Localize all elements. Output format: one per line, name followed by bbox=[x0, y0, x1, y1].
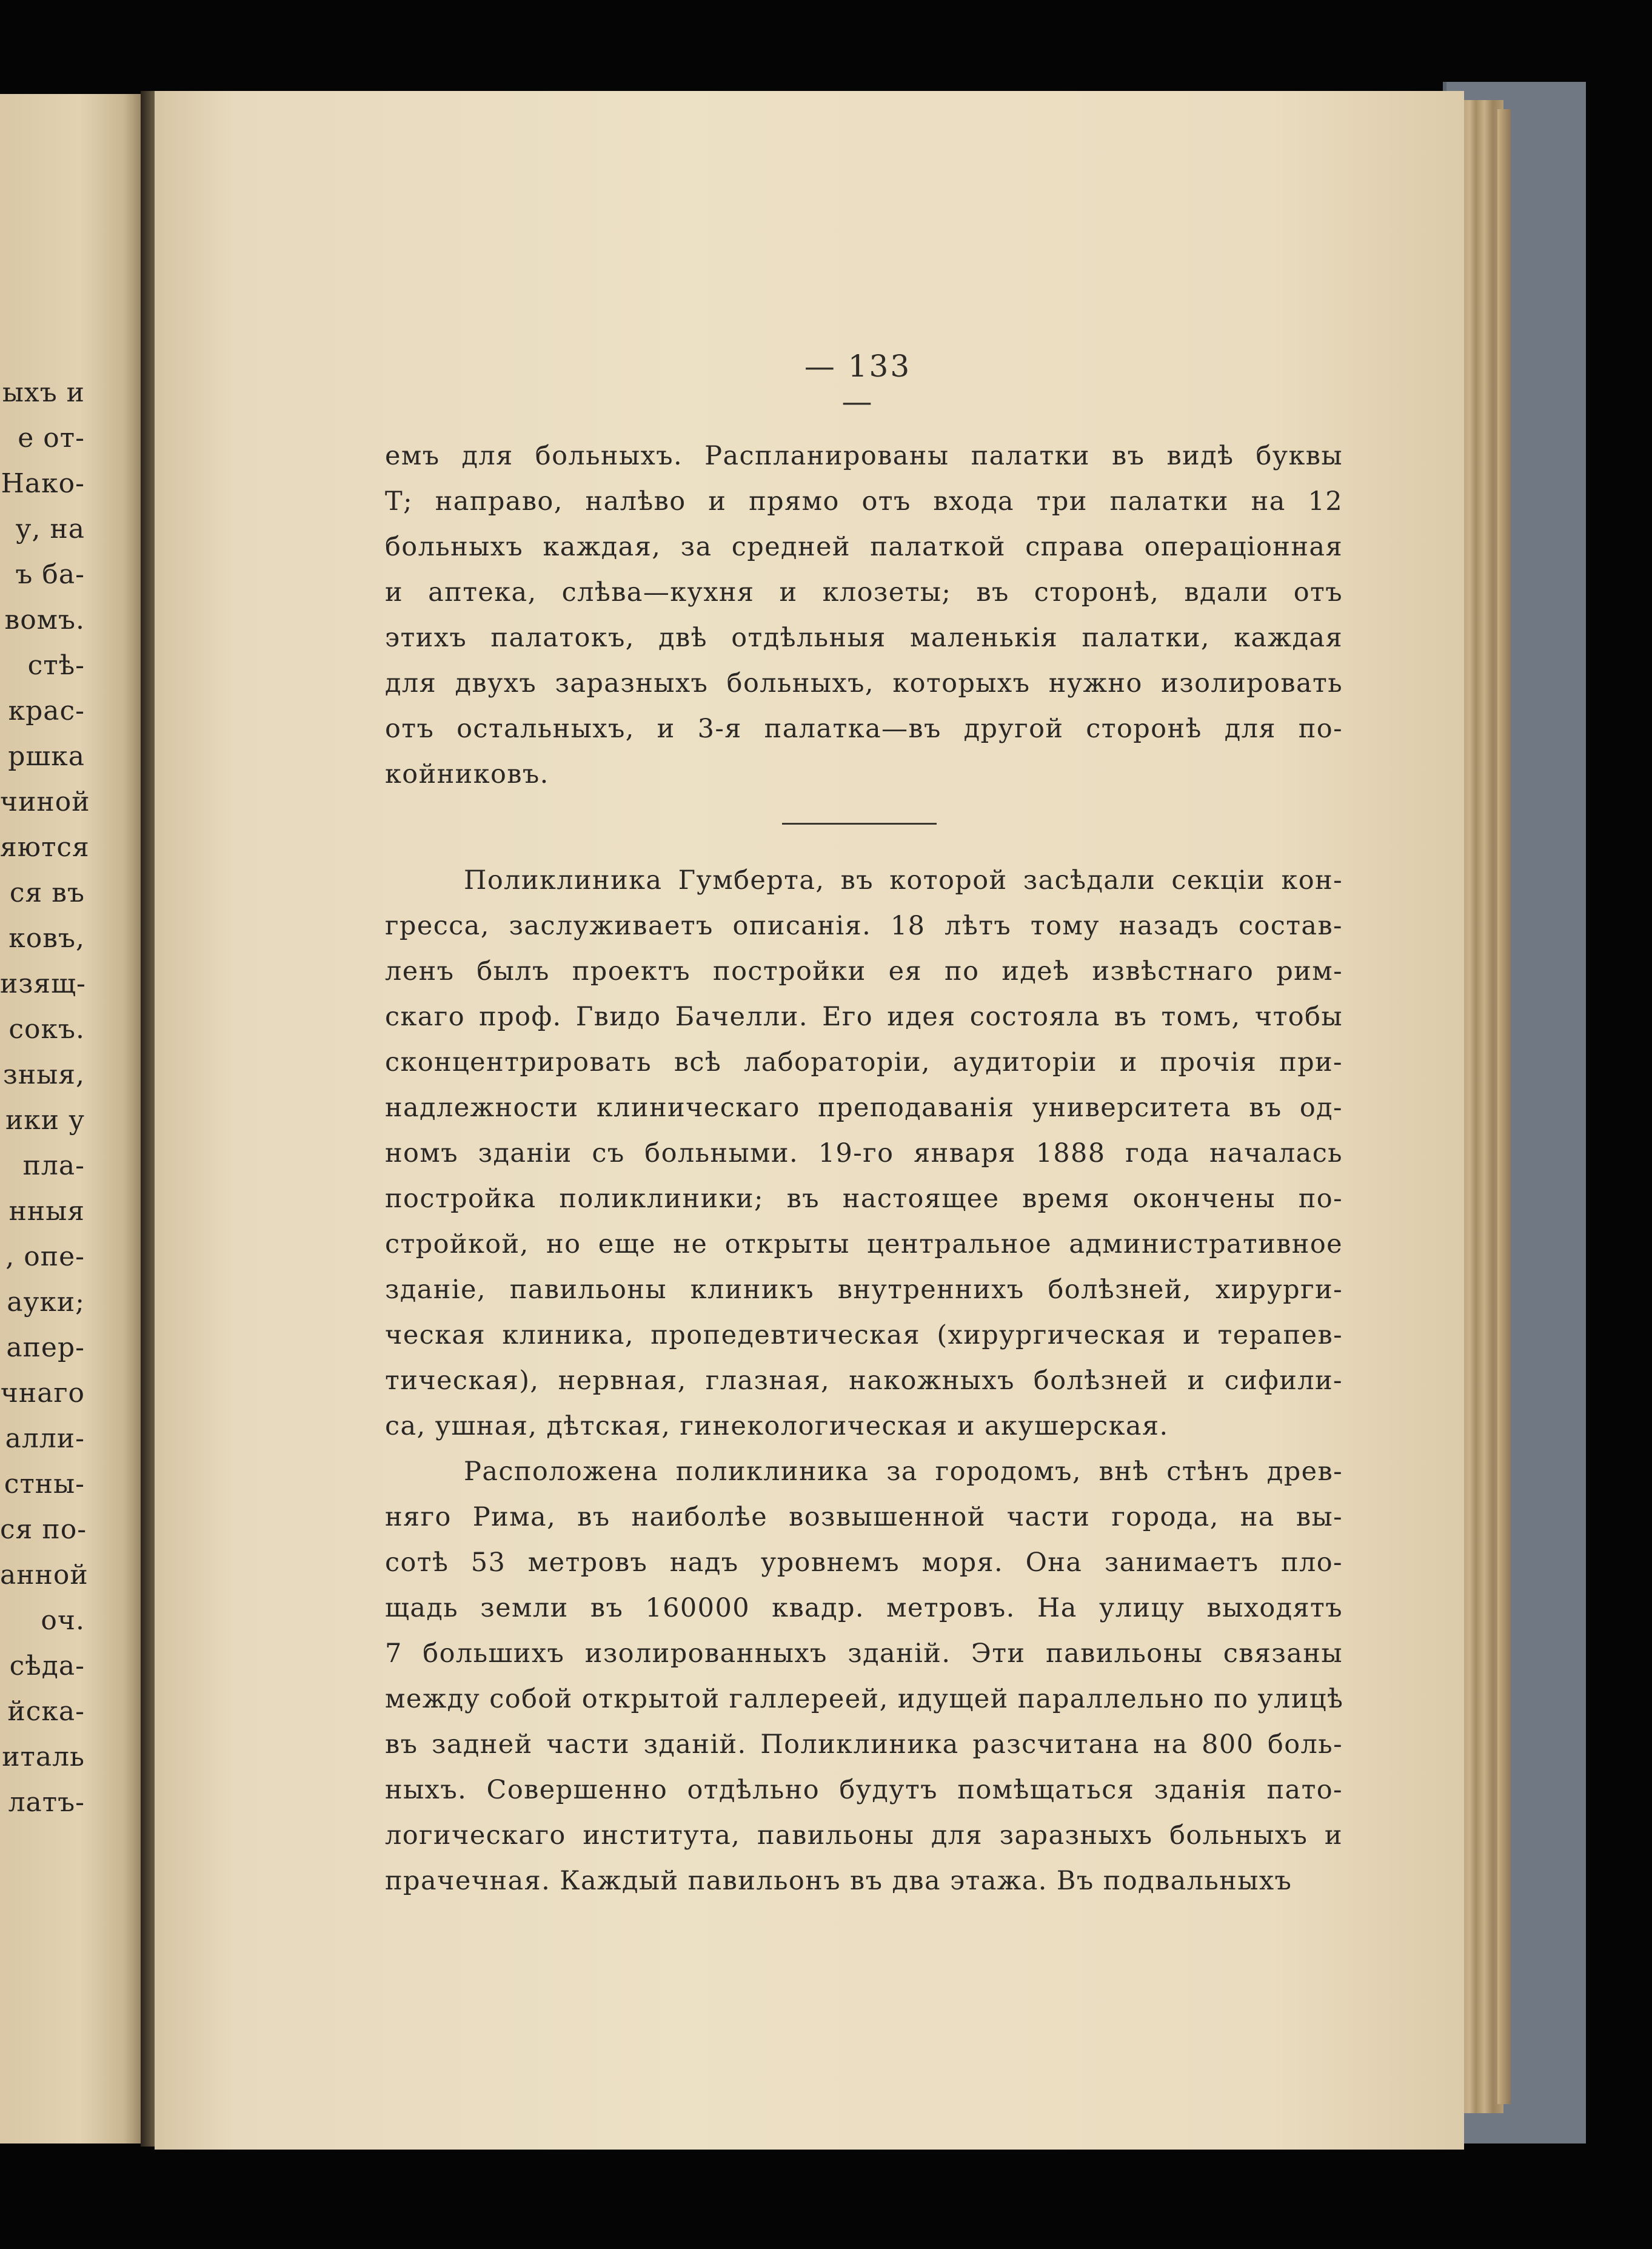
text-line: няго Рима, въ наиболѣе возвышенной части города, на вы- bbox=[385, 1502, 1343, 1532]
text-line: этихъ палатокъ, двѣ отдѣльныя маленькія палатки, каждая bbox=[385, 623, 1343, 653]
book-page bbox=[155, 91, 1464, 2150]
left-page-text bbox=[0, 370, 90, 1825]
text-line: скаго проф. Гвидо Бачелли. Его идея состояла въ томъ, чтобы bbox=[385, 1002, 1343, 1032]
left-page-line: сѣда- bbox=[9, 1651, 85, 1681]
text-line: надлежности клиническаго преподаванія университета въ од- bbox=[385, 1093, 1343, 1123]
text-line: ныхъ. Совершенно отдѣльно будутъ помѣщаться зданія пато- bbox=[385, 1775, 1343, 1805]
left-page-line: изящ- bbox=[0, 968, 86, 999]
left-page-line: ся въ bbox=[9, 877, 85, 908]
left-page-line: ршка bbox=[8, 741, 85, 772]
text-line: койниковъ. bbox=[385, 759, 549, 789]
text-line: гресса, заслуживаетъ описанія. 18 лѣтъ тому назадъ состав- bbox=[385, 911, 1343, 941]
text-line: для двухъ заразныхъ больныхъ, которыхъ нужно изолировать bbox=[385, 668, 1343, 699]
left-page-line: вомъ. bbox=[4, 605, 85, 635]
text-line: ленъ былъ проектъ постройки ея по идеѣ извѣстнаго рим- bbox=[385, 956, 1343, 987]
left-page-line: ъ ба- bbox=[15, 559, 85, 590]
text-line: Поликлиника Гумберта, въ которой засѣдали секціи кон- bbox=[464, 865, 1343, 896]
left-page-line: анной bbox=[0, 1560, 89, 1590]
text-line: 7 большихъ изолированныхъ зданій. Эти павильоны связаны bbox=[385, 1638, 1343, 1669]
left-page-line: яются bbox=[0, 832, 90, 863]
left-page-line: апер- bbox=[6, 1332, 85, 1363]
text-line: тическая), нервная, глазная, накожныхъ болѣзней и сифили- bbox=[385, 1366, 1343, 1396]
text-line: сотѣ 53 метровъ надъ уровнемъ моря. Она занимаетъ пло- bbox=[385, 1547, 1343, 1578]
text-line: ческая клиника, пропедевтическая (хирургическая и терапев- bbox=[385, 1320, 1343, 1350]
section-divider bbox=[782, 823, 937, 825]
text-line: постройка поликлиники; въ настоящее время окончены по- bbox=[385, 1184, 1343, 1214]
left-page-line: , опе- bbox=[5, 1241, 85, 1272]
left-page-line: нныя bbox=[8, 1196, 85, 1227]
text-line: Т; направо, налѣво и прямо отъ входа три палатки на 12 bbox=[385, 486, 1343, 517]
left-page-line: ики у bbox=[5, 1105, 85, 1136]
left-page-line: латъ- bbox=[8, 1787, 85, 1818]
text-line: логическаго института, павильоны для заразныхъ больныхъ и bbox=[385, 1820, 1343, 1851]
left-page-line: чиной bbox=[0, 786, 90, 817]
left-page-line: Нако- bbox=[1, 468, 85, 499]
text-line: Расположена поликлиника за городомъ, внѣ стѣнъ древ- bbox=[464, 1456, 1343, 1487]
left-page-line: пла- bbox=[22, 1150, 85, 1181]
left-page-line: стѣ- bbox=[27, 650, 85, 681]
paragraph-2-3 bbox=[385, 858, 1343, 1904]
left-page-line: ыхъ и bbox=[2, 377, 85, 408]
text-line: въ задней части зданій. Поликлиника разсчитана на 800 боль- bbox=[385, 1729, 1343, 1760]
left-page-line: крас- bbox=[8, 695, 85, 726]
text-line: прачечная. Каждый павильонъ въ два этажа. Въ подвальныхъ bbox=[385, 1866, 1293, 1896]
left-page-line: ауки; bbox=[7, 1287, 85, 1318]
text-line: отъ остальныхъ, и 3-я палатка—въ другой сторонѣ для по- bbox=[385, 714, 1343, 744]
page-edges-inner bbox=[1497, 109, 1511, 2104]
text-line: сконцентрировать всѣ лабораторіи, аудиторіи и прочія при- bbox=[385, 1047, 1343, 1078]
text-line: са, ушная, дѣтская, гинекологическая и акушерская. bbox=[385, 1411, 1169, 1441]
left-page-line: у, на bbox=[15, 514, 85, 545]
text-line: стройкой, но еще не открыты центральное административное bbox=[385, 1229, 1343, 1259]
left-page-line: ся по- bbox=[0, 1514, 87, 1545]
text-line: номъ зданіи съ больными. 19-го января 1888 года началась bbox=[385, 1138, 1343, 1168]
left-facing-page bbox=[0, 94, 145, 2143]
left-page-line: сокъ. bbox=[8, 1014, 85, 1045]
left-page-line: оч. bbox=[41, 1605, 85, 1636]
text-line: емъ для больныхъ. Распланированы палатки въ видѣ буквы bbox=[385, 441, 1343, 471]
text-line: больныхъ каждая, за средней палаткой справа операціонная bbox=[385, 532, 1343, 562]
left-page-line: алли- bbox=[5, 1423, 85, 1454]
text-line: щадь земли въ 160000 квадр. метровъ. На улицу выходятъ bbox=[385, 1593, 1343, 1623]
text-line: между собой открытой галлереей, идущей параллельно по улицѣ bbox=[385, 1684, 1344, 1714]
left-page-line: италь bbox=[2, 1741, 85, 1772]
left-page-line: чнаго bbox=[0, 1378, 85, 1409]
text-line: зданіе, павильоны клиникъ внутреннихъ болѣзней, хирурги- bbox=[385, 1275, 1343, 1305]
text-line: и аптека, слѣва—кухня и клозеты; въ сторонѣ, вдали отъ bbox=[385, 577, 1343, 608]
left-page-line: зныя, bbox=[2, 1059, 85, 1090]
left-page-line: ковъ, bbox=[8, 923, 85, 954]
left-page-line: е от- bbox=[18, 423, 85, 454]
page-number: — 133 — bbox=[804, 349, 912, 419]
paragraph-1 bbox=[385, 434, 1343, 797]
left-page-line: стны- bbox=[4, 1469, 85, 1500]
left-page-line: йска- bbox=[7, 1696, 85, 1727]
